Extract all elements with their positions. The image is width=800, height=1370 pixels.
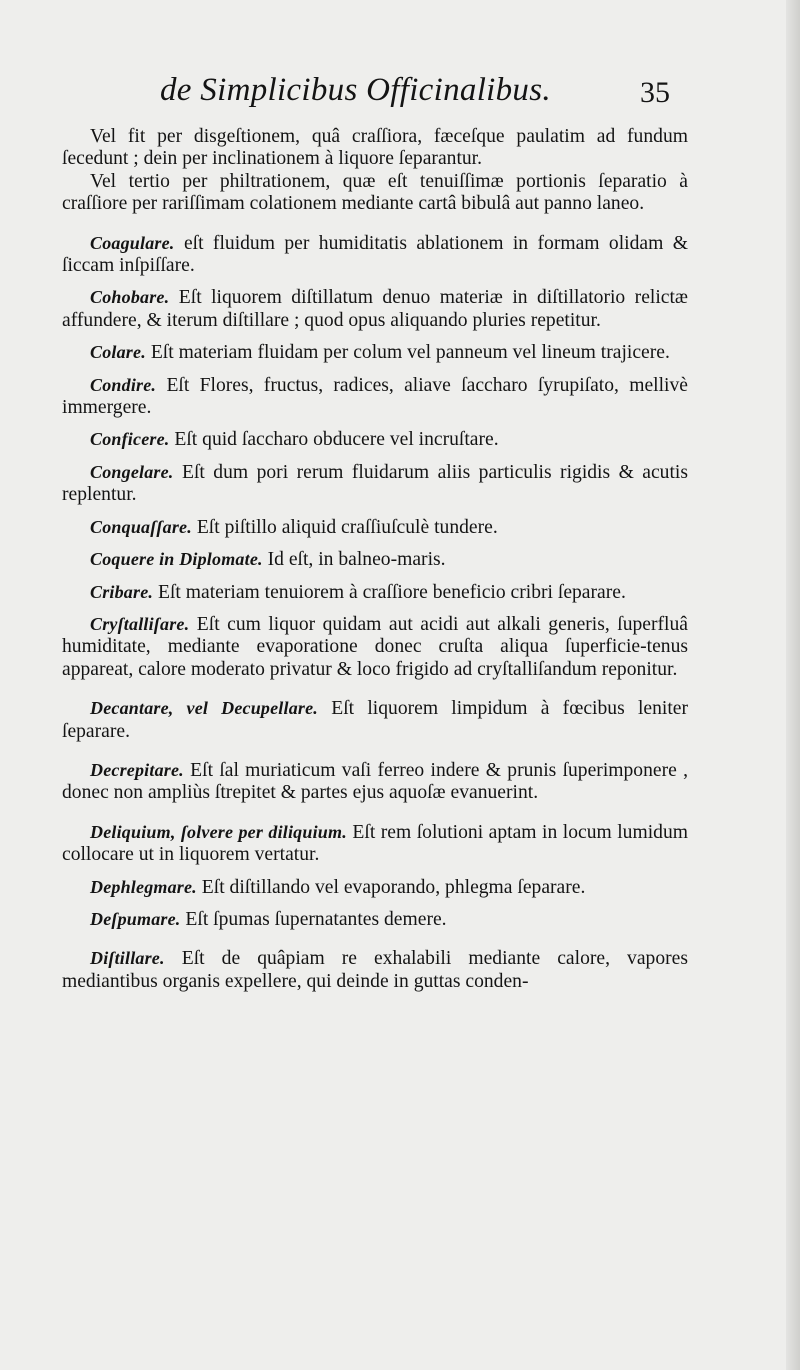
entry-term: Cryſtalliſare. [90, 613, 190, 634]
glossary-entry [62, 461, 688, 507]
entry-definition: Eſt cum liquor quidam aut acidi aut alkali generis, ſuperfluâ humiditate, mediante evaporatione donec cruſta aliqua ſuperficie-tenus appareat, calore moderato privatur & loco frigido ad cryſtalliſandum reponitur. [62, 613, 688, 680]
glossary-entry [62, 697, 688, 743]
entry-term: Conficere. [90, 429, 170, 450]
entry-definition: Eſt materiam fluidam per colum vel panneum vel lineum trajicere. [150, 342, 670, 364]
glossary-entry [62, 286, 688, 332]
glossary-entry [62, 759, 688, 805]
entry-term: Congelare. [90, 461, 174, 482]
glossary-entry [62, 581, 688, 604]
entry-definition: Eſt piſtillo aliquid craſſiuſculè tundere. [196, 516, 498, 538]
entry-term: Dephlegmare. [90, 876, 197, 897]
entry-definition: Id eſt, in balneo-maris. [267, 549, 446, 571]
entry-term: Decantare, vel Decupellare. [90, 698, 319, 719]
entry-term: Colare. [90, 342, 146, 363]
glossary-entry [62, 876, 688, 899]
glossary-entry [62, 947, 688, 993]
glossary-entry [62, 374, 688, 420]
entry-definition: Eſt rem ſolutioni aptam in locum lumidum collocare ut in liquorem vertatur. [62, 821, 688, 866]
glossary-entry [62, 908, 688, 931]
glossary-entry [62, 428, 688, 451]
entry-definition: Eſt ſal muriaticum vaſi ferreo indere & prunis ſuperimponere , donec non ampliùs ſtrepitet & partes ejus aquoſæ evanuerint. [62, 759, 689, 804]
entry-definition: Eſt dum pori rerum fluidarum aliis particulis rigidis & acutis replentur. [62, 461, 688, 506]
entry-term: Cribare. [90, 581, 154, 602]
entry-definition: Eſt quid ſaccharo obducere vel incruſtare. [174, 429, 499, 451]
entry-term: Condire. [90, 374, 157, 395]
entry-definition: Eſt liquorem diſtillatum denuo materiæ in diſtillatorio relictæ affundere, & iterum diſtillare ; quod opus aliquando pluries repetitur. [62, 287, 688, 331]
page-edge-shadow [786, 0, 800, 1370]
paragraph-text: Vel fit per disgeſtionem, quâ craſſiora, fæceſque paulatim ad fundum ſecedunt ; dein per inclinationem à liquore ſeparantur. [62, 126, 688, 170]
entry-definition: eſt fluidum per humiditatis ablationem in formam olidam & ſiccam inſpiſſare. [62, 232, 689, 277]
glossary-entry [62, 548, 688, 571]
entry-definition: Eſt liquorem limpidum à fœcibus leniter ſeparare. [62, 698, 688, 742]
entry-term: Cohobare. [90, 287, 170, 308]
glossary-entry [62, 613, 688, 681]
paragraph-text: Vel tertio per philtrationem, quæ eſt tenuiſſimæ portionis ſeparatio à craſſiore per rariſſimam colationem mediante cartâ bibulâ aut panno laneo. [62, 170, 688, 215]
entry-term: Decrepitare. [90, 759, 184, 780]
entry-term: Coagulare. [90, 232, 175, 253]
entry-definition: Eſt de quâpiam re exhalabili mediante calore, vapores mediantibus organis expellere, qui deinde in guttas conden- [62, 948, 688, 992]
entry-term: Deſpumare. [90, 908, 181, 929]
page-number: 35 [640, 76, 670, 109]
body-text [62, 126, 688, 993]
entry-definition: Eſt materiam tenuiorem à craſſiore beneficio cribri ſeparare. [158, 581, 626, 603]
entry-term: Coquere in Diplomate. [90, 549, 263, 570]
paragraph [62, 126, 688, 171]
glossary-entry [62, 516, 688, 539]
glossary-entry [62, 821, 688, 867]
paragraph [62, 171, 688, 216]
entry-term: Conquaſſare. [90, 516, 192, 537]
running-head: de Simplicibus Officinalibus. [160, 72, 551, 108]
entry-definition: Eſt Flores, fructus, radices, aliave ſaccharo ſyrupiſato, mellivè immergere. [62, 374, 688, 419]
entry-definition: Eſt diſtillando vel evaporando, phlegma ſeparare. [201, 876, 586, 898]
page-header [0, 70, 800, 116]
glossary-entry [62, 341, 688, 364]
entry-definition: Eſt ſpumas ſupernatantes demere. [185, 908, 447, 930]
glossary-entry [62, 232, 688, 278]
entry-term: Diſtillare. [90, 948, 165, 969]
entry-term: Deliquium, ſolvere per diliquium. [90, 821, 347, 842]
